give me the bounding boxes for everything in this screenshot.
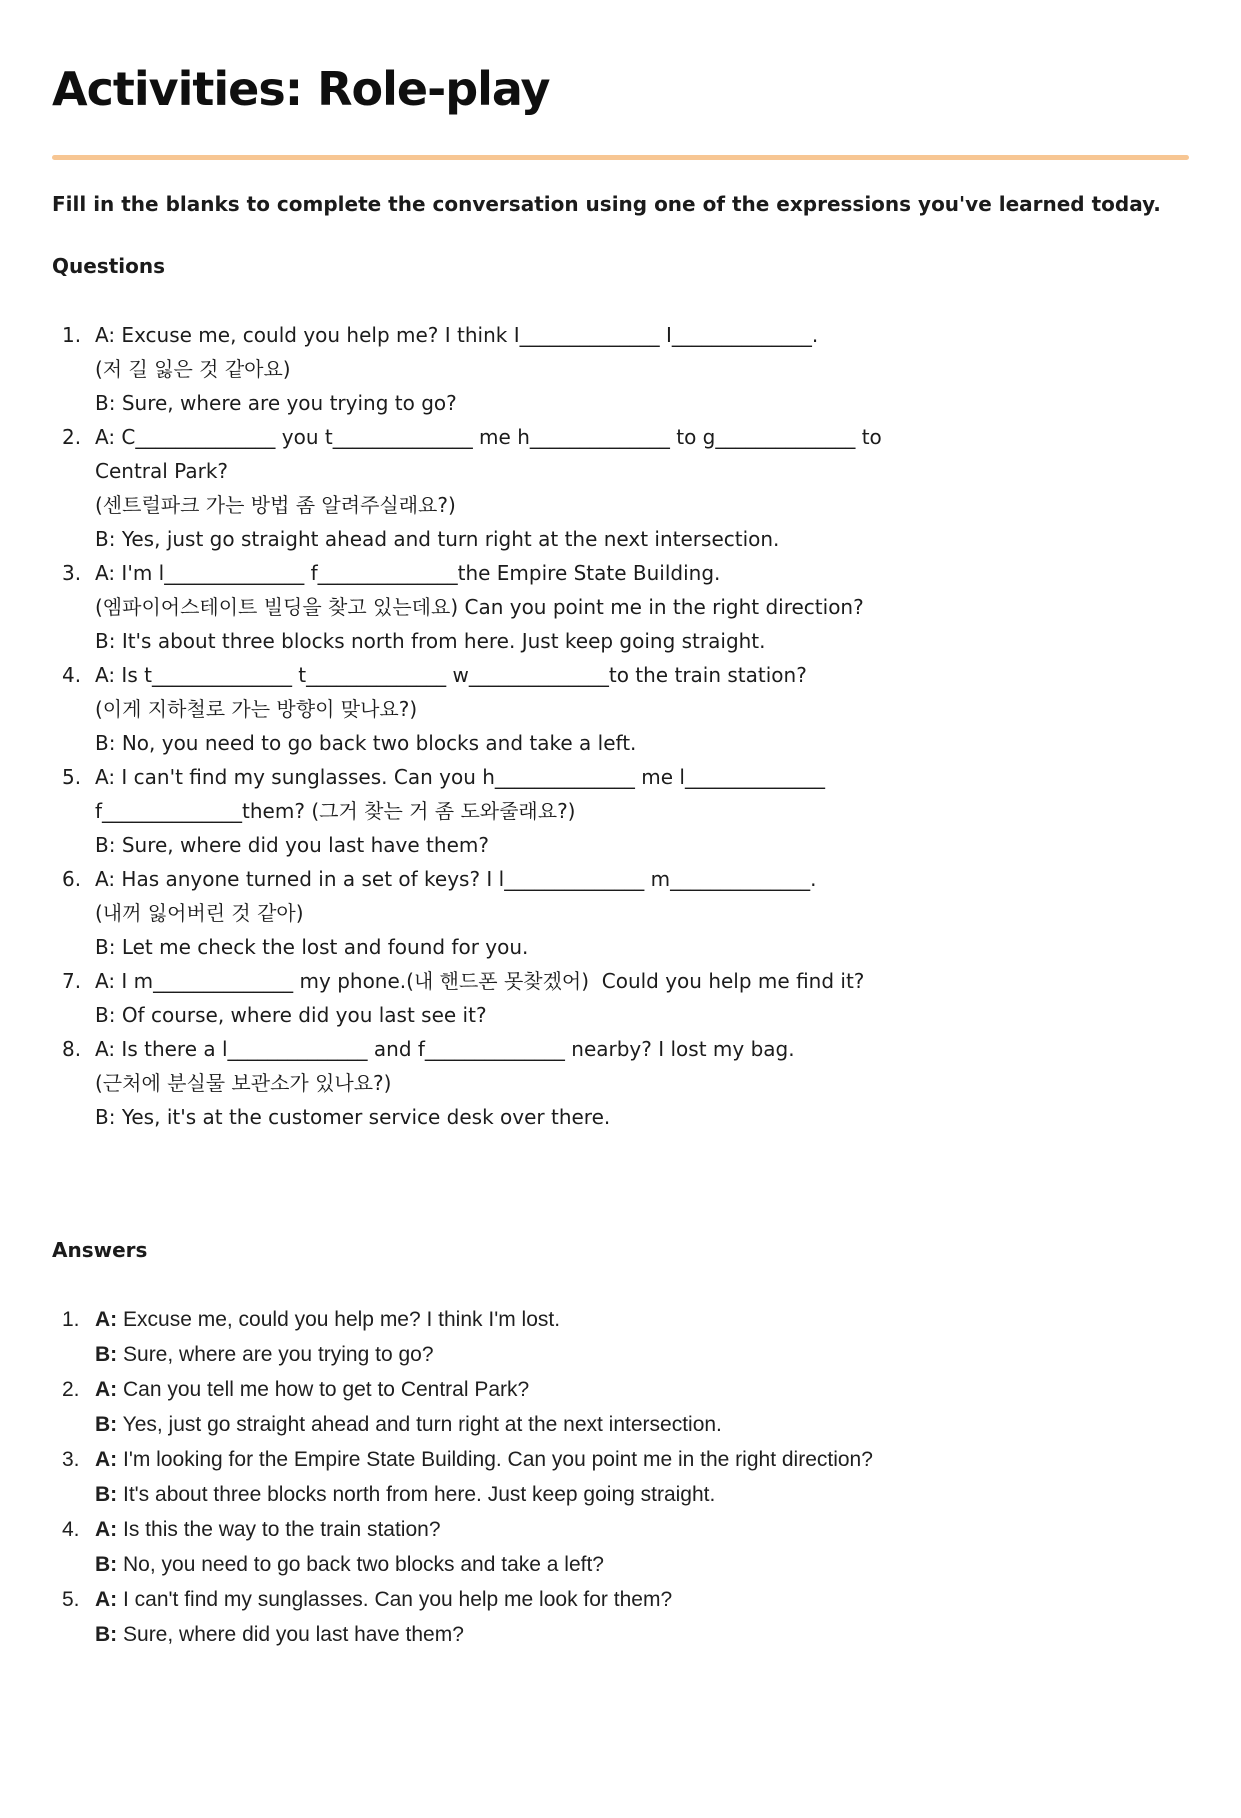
speaker-label: B: bbox=[95, 1482, 118, 1506]
answer-text: I can't find my sunglasses. Can you help me look for them? bbox=[117, 1587, 673, 1611]
questions-list bbox=[52, 318, 1189, 1134]
question-number: 8. bbox=[62, 1036, 82, 1061]
question-line: A: C______________ you t______________ me h______________ to g______________ to bbox=[95, 424, 882, 449]
question-line: A: Has anyone turned in a set of keys? I l______________ m______________. bbox=[95, 866, 817, 891]
page-title: Activities: Role-play bbox=[52, 62, 550, 116]
speaker-label: B: bbox=[95, 1342, 118, 1366]
question-line: B: Yes, it's at the customer service desk over there. bbox=[95, 1104, 611, 1129]
answer-text: No, you need to go back two blocks and take a left? bbox=[117, 1552, 604, 1576]
answer-number: 3. bbox=[62, 1447, 80, 1471]
question-item bbox=[62, 318, 1189, 420]
question-item bbox=[62, 760, 1189, 862]
speaker-label: B: bbox=[95, 1412, 118, 1436]
speaker-label: A: bbox=[95, 1377, 118, 1401]
question-line: B: Sure, where are you trying to go? bbox=[95, 390, 457, 415]
question-item bbox=[62, 964, 1189, 1032]
question-line: B: Let me check the lost and found for you. bbox=[95, 934, 529, 959]
answer-text: I'm looking for the Empire State Building. Can you point me in the right direction? bbox=[117, 1447, 873, 1471]
worksheet-page bbox=[0, 64, 1241, 1652]
answer-line bbox=[95, 1582, 1189, 1617]
answer-lines bbox=[95, 1582, 1189, 1652]
question-number: 1. bbox=[62, 322, 82, 347]
answer-text: Yes, just go straight ahead and turn right at the next intersection. bbox=[117, 1412, 722, 1436]
title-divider bbox=[52, 155, 1189, 160]
question-line: (이게 지하철로 가는 방향이 맞나요?) bbox=[95, 696, 418, 721]
question-item bbox=[62, 1032, 1189, 1134]
question-item bbox=[62, 658, 1189, 760]
question-line: A: Is t______________ t______________ w______________to the train station? bbox=[95, 662, 807, 687]
question-line: (엠파이어스테이트 빌딩을 찾고 있는데요) Can you point me in the right direction? bbox=[95, 594, 864, 619]
question-lines bbox=[95, 862, 1189, 964]
answer-item bbox=[62, 1372, 1189, 1442]
answer-line bbox=[95, 1337, 1189, 1372]
answer-text: Excuse me, could you help me? I think I'm lost. bbox=[117, 1307, 561, 1331]
answer-line bbox=[95, 1442, 1189, 1477]
question-line: A: Is there a l______________ and f______________ nearby? I lost my bag. bbox=[95, 1036, 795, 1061]
question-lines bbox=[95, 556, 1189, 658]
question-lines bbox=[95, 658, 1189, 760]
question-line: B: Of course, where did you last see it? bbox=[95, 1002, 487, 1027]
answer-lines bbox=[95, 1372, 1189, 1442]
answer-line bbox=[95, 1547, 1189, 1582]
question-line: B: It's about three blocks north from here. Just keep going straight. bbox=[95, 628, 766, 653]
speaker-label: B: bbox=[95, 1552, 118, 1576]
question-line: (저 길 잃은 것 같아요) bbox=[95, 356, 291, 381]
question-number: 2. bbox=[62, 424, 82, 449]
answer-line bbox=[95, 1512, 1189, 1547]
question-line: (내꺼 잃어버린 것 같아) bbox=[95, 900, 304, 925]
answer-line bbox=[95, 1372, 1189, 1407]
question-line: B: No, you need to go back two blocks and take a left. bbox=[95, 730, 637, 755]
question-line: A: Excuse me, could you help me? I think I______________ I______________. bbox=[95, 322, 819, 347]
speaker-label: A: bbox=[95, 1517, 118, 1541]
speaker-label: A: bbox=[95, 1587, 118, 1611]
answer-number: 1. bbox=[62, 1307, 80, 1331]
answer-item bbox=[62, 1512, 1189, 1582]
question-line: f______________them? (그거 찾는 거 좀 도와줄래요?) bbox=[95, 798, 576, 823]
answer-line bbox=[95, 1302, 1189, 1337]
speaker-label: B: bbox=[95, 1622, 118, 1646]
question-line: (근처에 분실물 보관소가 있나요?) bbox=[95, 1070, 392, 1095]
answer-lines bbox=[95, 1512, 1189, 1582]
question-line: B: Yes, just go straight ahead and turn right at the next intersection. bbox=[95, 526, 780, 551]
answer-item bbox=[62, 1582, 1189, 1652]
question-line: B: Sure, where did you last have them? bbox=[95, 832, 489, 857]
question-number: 6. bbox=[62, 866, 82, 891]
speaker-label: A: bbox=[95, 1447, 118, 1471]
instruction-text: Fill in the blanks to complete the conversation using one of the expressions you've learned today. bbox=[52, 191, 1161, 216]
answers-heading: Answers bbox=[52, 1237, 148, 1262]
answer-item bbox=[62, 1302, 1189, 1372]
answer-lines bbox=[95, 1442, 1189, 1512]
answer-line bbox=[95, 1617, 1189, 1652]
answer-text: It's about three blocks north from here. Just keep going straight. bbox=[117, 1482, 716, 1506]
answer-number: 5. bbox=[62, 1587, 80, 1611]
answer-lines bbox=[95, 1302, 1189, 1372]
answer-text: Sure, where did you last have them? bbox=[117, 1622, 464, 1646]
question-item bbox=[62, 862, 1189, 964]
question-lines bbox=[95, 420, 1189, 556]
question-line: (센트럴파크 가는 방법 좀 알려주실래요?) bbox=[95, 492, 456, 517]
speaker-label: A: bbox=[95, 1307, 118, 1331]
question-item bbox=[62, 420, 1189, 556]
answers-list bbox=[52, 1302, 1189, 1652]
answer-line bbox=[95, 1407, 1189, 1442]
questions-heading: Questions bbox=[52, 253, 166, 278]
question-number: 7. bbox=[62, 968, 82, 993]
question-lines bbox=[95, 318, 1189, 420]
question-line: A: I m______________ my phone.(내 핸드폰 못찾겠어) Could you help me find it? bbox=[95, 968, 865, 993]
question-number: 5. bbox=[62, 764, 82, 789]
question-number: 3. bbox=[62, 560, 82, 585]
answer-text: Can you tell me how to get to Central Park? bbox=[117, 1377, 530, 1401]
question-lines bbox=[95, 760, 1189, 862]
question-line: A: I can't find my sunglasses. Can you h______________ me l______________ bbox=[95, 764, 825, 789]
question-number: 4. bbox=[62, 662, 82, 687]
answer-text: Sure, where are you trying to go? bbox=[117, 1342, 434, 1366]
answer-number: 4. bbox=[62, 1517, 80, 1541]
question-lines bbox=[95, 964, 1189, 1032]
question-item bbox=[62, 556, 1189, 658]
question-lines bbox=[95, 1032, 1189, 1134]
answer-text: Is this the way to the train station? bbox=[117, 1517, 441, 1541]
question-line: A: I'm l______________ f______________the Empire State Building. bbox=[95, 560, 721, 585]
answer-number: 2. bbox=[62, 1377, 80, 1401]
answer-line bbox=[95, 1477, 1189, 1512]
answer-item bbox=[62, 1442, 1189, 1512]
question-line: Central Park? bbox=[95, 458, 229, 483]
